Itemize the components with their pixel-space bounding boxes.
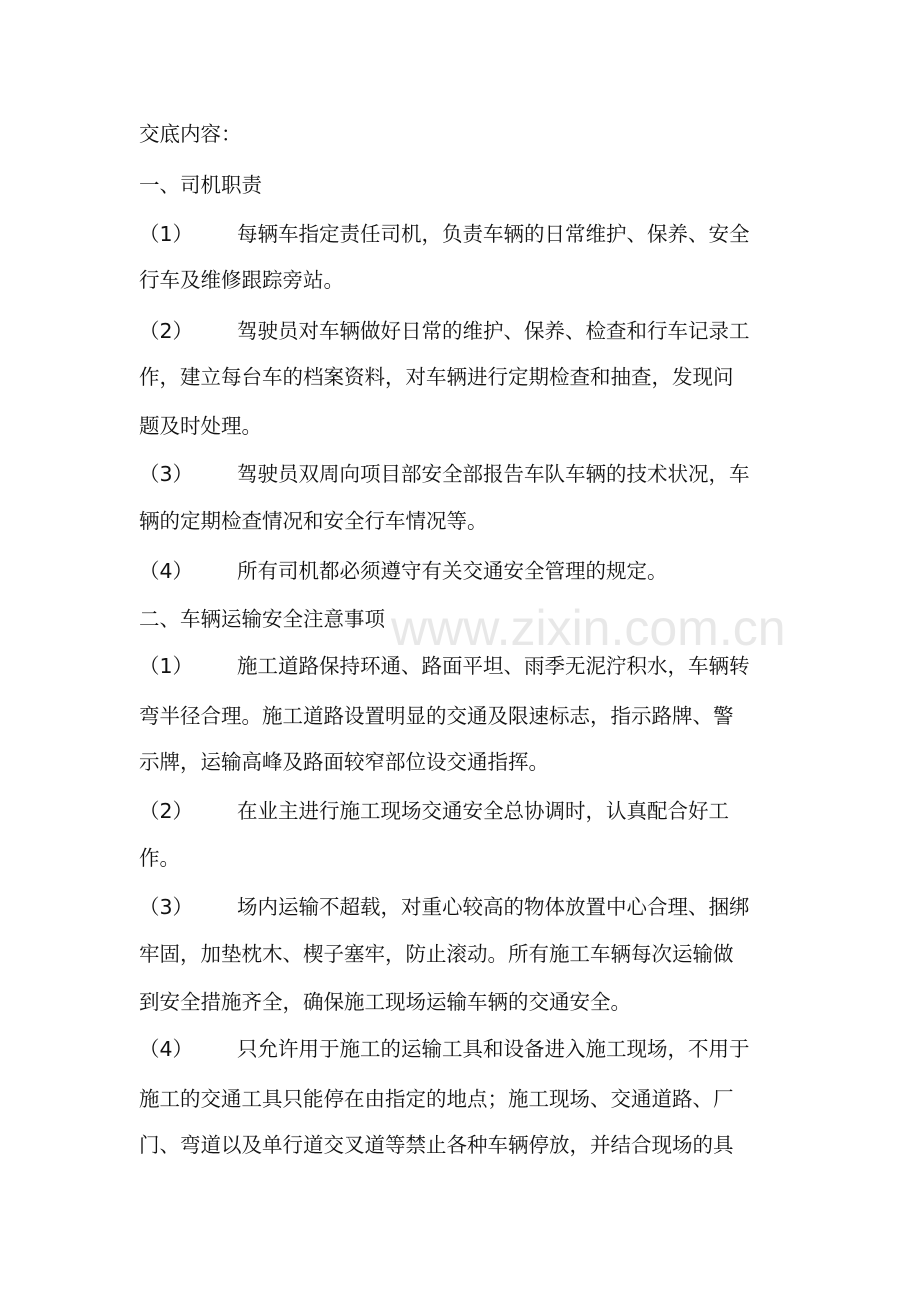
s1-item-4-number: （4）: [139, 559, 194, 583]
s1-item-4-text: 所有司机都必须遵守有关交通安全管理的规定。: [237, 559, 668, 583]
s2-item-3-number: （3）: [139, 895, 194, 919]
s1-item-1-continuation: 行车及维修跟踪旁站。: [139, 268, 344, 292]
s2-item-1-text: 施工道路保持环通、路面平坦、雨季无泥泞积水，车辆转: [237, 654, 750, 678]
s1-item-1-number: （1）: [139, 222, 194, 246]
s1-item-3-text: 驾驶员双周向项目部安全部报告车队车辆的技术状况，车: [237, 462, 750, 486]
s1-item-1-text: 每辆车指定责任司机，负责车辆的日常维护、保养、安全: [237, 222, 750, 246]
s2-item-1-continuation: 示牌，运输高峰及路面较窄部位设交通指挥。: [139, 750, 549, 774]
s1-item-2-continuation: 题及时处理。: [139, 414, 262, 438]
s2-item-2-continuation: 作。: [139, 846, 180, 870]
s2-item-4-number: （4）: [139, 1037, 194, 1061]
s2-item-1-continuation: 弯半径合理。施工道路设置明显的交通及限速标志，指示路牌、警: [139, 704, 734, 728]
section-2-heading: 二、车辆运输安全注意事项: [139, 607, 385, 631]
s1-item-2-continuation: 作，建立每台车的档案资料，对车辆进行定期检查和抽查，发现问: [139, 365, 734, 389]
s1-item-2-number: （2）: [139, 319, 194, 343]
s2-item-2-number: （2）: [139, 799, 194, 823]
section-1-heading: 一、司机职责: [139, 173, 262, 197]
s1-item-3-number: （3）: [139, 462, 194, 486]
watermark: www.zixin.com.cn: [391, 600, 786, 656]
s2-item-4-continuation: 门、弯道以及单行道交叉道等禁止各种车辆停放，并结合现场的具: [139, 1133, 734, 1157]
s2-item-3-continuation: 牢固，加垫枕木、楔子塞牢，防止滚动。所有施工车辆每次运输做: [139, 942, 734, 966]
s2-item-4-text: 只允许用于施工的运输工具和设备进入施工现场，不用于: [237, 1037, 750, 1061]
s1-item-2-text: 驾驶员对车辆做好日常的维护、保养、检查和行车记录工: [237, 319, 750, 343]
s2-item-3-text: 场内运输不超载，对重心较高的物体放置中心合理、捆绑: [237, 895, 750, 919]
intro-heading: 交底内容：: [139, 122, 242, 146]
s2-item-4-continuation: 施工的交通工具只能停在由指定的地点；施工现场、交通道路、厂: [139, 1087, 734, 1111]
s2-item-1-number: （1）: [139, 654, 194, 678]
s2-item-2-text: 在业主进行施工现场交通安全总协调时，认真配合好工: [237, 799, 729, 823]
s2-item-3-continuation: 到安全措施齐全，确保施工现场运输车辆的交通安全。: [139, 990, 631, 1014]
s1-item-3-continuation: 辆的定期检查情况和安全行车情况等。: [139, 509, 488, 533]
